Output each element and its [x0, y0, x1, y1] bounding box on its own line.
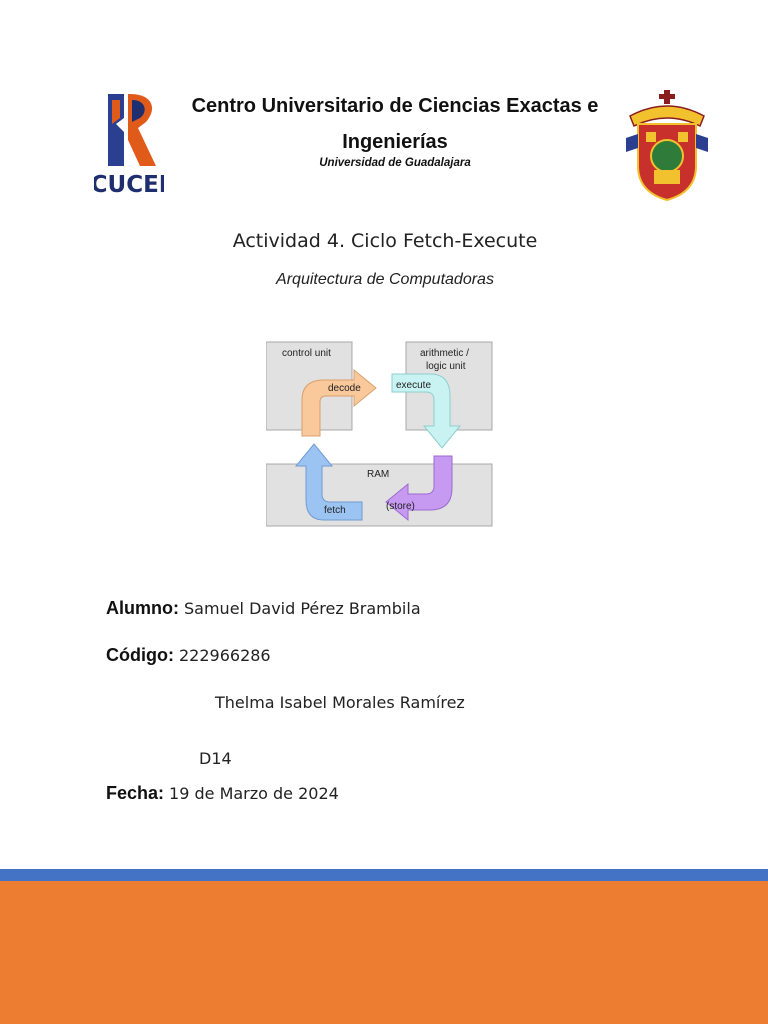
date-row [106, 783, 339, 804]
cucei-logo [94, 88, 164, 200]
course-name: Arquitectura de Computadoras [276, 271, 494, 288]
execute-label: execute [396, 380, 432, 391]
decode-label: decode [328, 383, 361, 394]
date-value: 19 de Marzo de 2024 [169, 784, 339, 803]
institution-line-1: Centro Universitario de Ciencias Exactas e [191, 95, 599, 117]
store-label: (store) [386, 501, 415, 512]
alu-label-line1: arithmetic / [420, 348, 469, 359]
fetch-label: fetch [324, 505, 346, 516]
fetch-execute-diagram [266, 338, 494, 530]
date-label: Fecha: [106, 783, 170, 803]
udeg-seal-logo [624, 88, 710, 204]
control-unit-label: control unit [282, 348, 331, 359]
student-value: Samuel David Pérez Brambila [184, 599, 421, 618]
university-name: Universidad de Guadalajara [319, 157, 471, 169]
teacher-name: Thelma Isabel Morales Ramírez [215, 693, 465, 712]
activity-title: Actividad 4. Ciclo Fetch-Execute [232, 230, 538, 252]
code-label: Código: [106, 645, 179, 665]
section-code: D14 [199, 749, 232, 768]
code-row [106, 645, 271, 666]
institution-name [180, 88, 610, 160]
cucei-logo-text: CUCEI [94, 172, 164, 198]
footer-blue-band [0, 869, 768, 881]
student-row [106, 598, 421, 619]
institution-line-2: Ingenierías [342, 131, 448, 153]
ram-label: RAM [367, 469, 390, 480]
footer-orange-band [0, 881, 768, 1024]
alu-label-line2: logic unit [426, 361, 466, 372]
student-label: Alumno: [106, 598, 184, 618]
code-value: 222966286 [178, 646, 271, 665]
